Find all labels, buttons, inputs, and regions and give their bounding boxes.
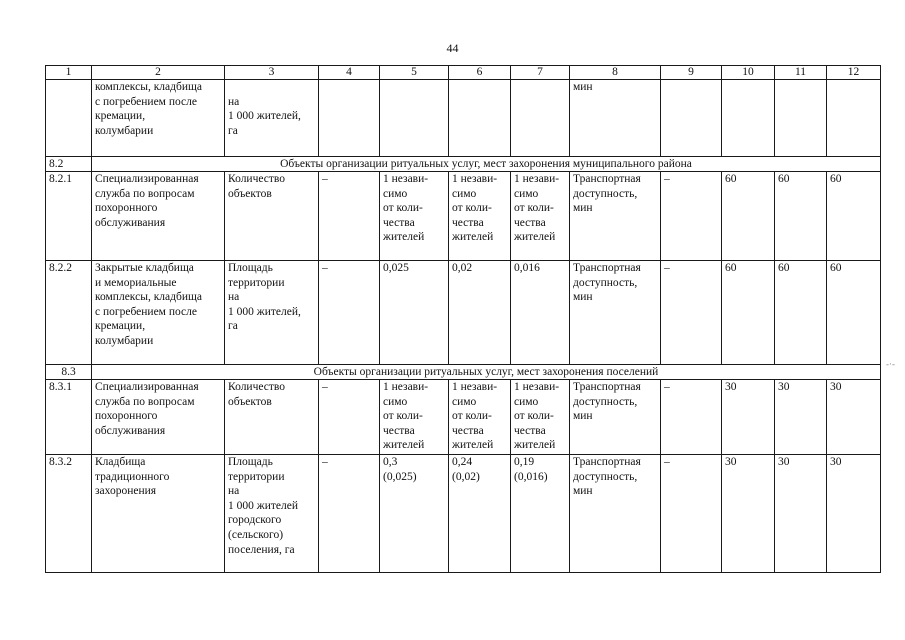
table-cell: Площадь территории на 1 000 жителей городского (сельского) поселения, га — [225, 455, 319, 573]
column-number: 4 — [319, 66, 380, 80]
table-row — [46, 172, 881, 261]
table-cell: 60 — [722, 261, 775, 365]
table-cell: Количество объектов — [225, 380, 319, 455]
table-cell: – — [319, 455, 380, 573]
table-cell: 30 — [722, 380, 775, 455]
table-row — [46, 380, 881, 455]
page-number: 44 — [446, 41, 459, 55]
table-cell: 30 — [827, 455, 881, 573]
section-number: 8.3 — [46, 365, 92, 380]
table-cell: 1 незави- симо от коли- чества жителей — [380, 380, 449, 455]
table-cell: Количество объектов — [225, 172, 319, 261]
table-cell: – — [319, 261, 380, 365]
table-cell: 60 — [775, 261, 827, 365]
table-cell: 60 — [827, 261, 881, 365]
table-cell: 0,19 (0,016) — [511, 455, 570, 573]
table-cell: Площадь территории на 1 000 жителей, га — [225, 261, 319, 365]
table-cell: – — [319, 172, 380, 261]
table-cell: комплексы, кладбища с погребением после кремации, колумбарии — [92, 80, 225, 157]
table-cell: – — [661, 455, 722, 573]
table-cell: на 1 000 жителей, га — [225, 80, 319, 157]
table-cell — [827, 80, 881, 157]
table-cell: 8.3.1 — [46, 380, 92, 455]
table-row — [46, 80, 881, 157]
table-cell: Закрытые кладбища и мемориальные комплексы, кладбища с погребением после кремации, колумбарии — [92, 261, 225, 365]
table-cell: – — [661, 172, 722, 261]
table-cell — [449, 80, 511, 157]
table-cell: 8.3.2 — [46, 455, 92, 573]
table-cell: 30 — [827, 380, 881, 455]
table-cell: Транспортная доступность, мин — [570, 261, 661, 365]
table-cell: 60 — [775, 172, 827, 261]
table-cell: 8.2.1 — [46, 172, 92, 261]
column-number: 10 — [722, 66, 775, 80]
table-cell: Специализированная служба по вопросам похоронного обслуживания — [92, 172, 225, 261]
table-cell: 0,24 (0,02) — [449, 455, 511, 573]
table-cell: – — [661, 261, 722, 365]
table-cell: 1 незави- симо от коли- чества жителей — [511, 172, 570, 261]
table-cell: 1 незави- симо от коли- чества жителей — [449, 380, 511, 455]
table-cell: 1 незави- симо от коли- чества жителей — [511, 380, 570, 455]
table-row — [46, 455, 881, 573]
table-cell — [380, 80, 449, 157]
column-number: 1 — [46, 66, 92, 80]
table-cell: Кладбища традиционного захоронения — [92, 455, 225, 573]
column-number: 12 — [827, 66, 881, 80]
column-number: 9 — [661, 66, 722, 80]
table-cell — [722, 80, 775, 157]
scan-margin-mark: -·- — [886, 359, 895, 369]
table-cell: – — [319, 380, 380, 455]
table-cell: Транспортная доступность, мин — [570, 172, 661, 261]
table-cell: мин — [570, 80, 661, 157]
column-number-row — [46, 66, 881, 80]
table-cell — [775, 80, 827, 157]
table-cell: 1 незави- симо от коли- чества жителей — [380, 172, 449, 261]
column-number: 7 — [511, 66, 570, 80]
section-header-row — [46, 157, 881, 172]
table-cell: 1 незави- симо от коли- чества жителей — [449, 172, 511, 261]
table-cell: 0,02 — [449, 261, 511, 365]
column-number: 3 — [225, 66, 319, 80]
column-number: 5 — [380, 66, 449, 80]
table-cell: – — [661, 380, 722, 455]
table-cell: 30 — [775, 455, 827, 573]
column-number: 11 — [775, 66, 827, 80]
table-cell: 60 — [827, 172, 881, 261]
table-cell: 0,3 (0,025) — [380, 455, 449, 573]
table-cell: 0,016 — [511, 261, 570, 365]
table-cell: 30 — [775, 380, 827, 455]
column-number: 2 — [92, 66, 225, 80]
section-title: Объекты организации ритуальных услуг, мест захоронения муниципального района — [92, 157, 881, 172]
table-cell — [511, 80, 570, 157]
section-title: Объекты организации ритуальных услуг, мест захоронения поселений — [92, 365, 881, 380]
table-cell: Транспортная доступность, мин — [570, 380, 661, 455]
table-cell: 30 — [722, 455, 775, 573]
table-cell — [319, 80, 380, 157]
table-row — [46, 261, 881, 365]
table-cell: 8.2.2 — [46, 261, 92, 365]
section-number: 8.2 — [46, 157, 92, 172]
section-header-row — [46, 365, 881, 380]
table-cell — [661, 80, 722, 157]
table-cell: Транспортная доступность, мин — [570, 455, 661, 573]
table-cell: Специализированная служба по вопросам похоронного обслуживания — [92, 380, 225, 455]
table-cell — [46, 80, 92, 157]
column-number: 6 — [449, 66, 511, 80]
norms-table — [45, 65, 881, 573]
table-cell: 0,025 — [380, 261, 449, 365]
column-number: 8 — [570, 66, 661, 80]
table-cell: 60 — [722, 172, 775, 261]
